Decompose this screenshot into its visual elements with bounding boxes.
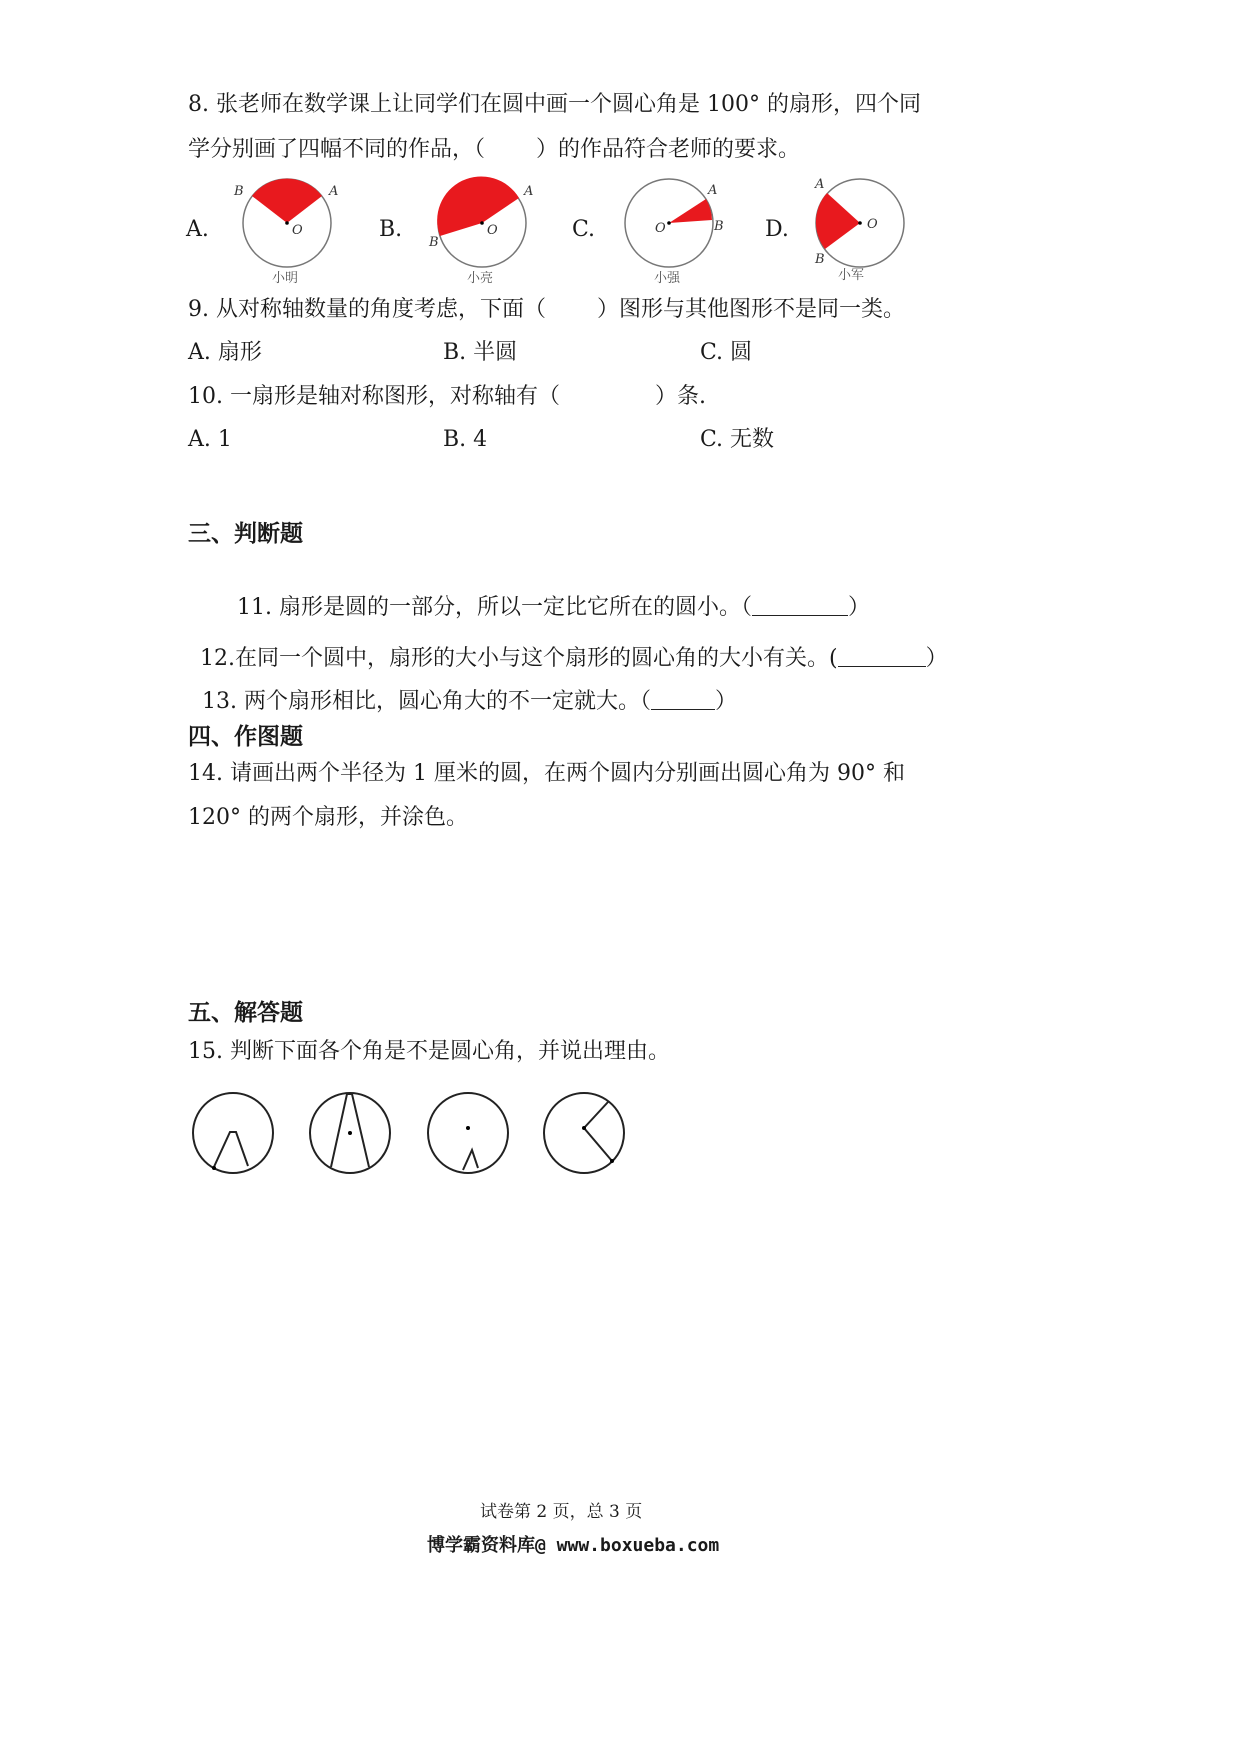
q8-figure-b (427, 168, 537, 268)
q8-line2: 学分别画了四幅不同的作品，（ ）的作品符合老师的要求。 (188, 137, 800, 162)
q10-option-c[interactable]: C. 无数 (700, 427, 775, 452)
q15-figure-3 (424, 1088, 514, 1180)
q8-choice-a-label[interactable]: A. (186, 217, 209, 242)
q9-text: 9. 从对称轴数量的角度考虑，下面（ ）图形与其他图形不是同一类。 (188, 297, 905, 322)
q8-figure-a (232, 168, 342, 268)
q12-answer-blank[interactable] (838, 644, 926, 667)
q13-close: ） (714, 689, 737, 714)
q10-option-b[interactable]: B. 4 (443, 427, 488, 452)
q15-text: 15. 判断下面各个角是不是圆心角，并说出理由。 (188, 1039, 670, 1064)
q9-option-b[interactable]: B. 半圆 (443, 340, 518, 365)
q8-d-label-o: O (867, 217, 878, 232)
section5-title: 五、解答题 (188, 1000, 303, 1026)
q10-text: 10. 一扇形是轴对称图形，对称轴有（ ）条. (188, 384, 706, 409)
q8-figure-d (805, 168, 915, 268)
page-footer: 试卷第 2 页，总 3 页 (480, 1502, 643, 1522)
section4-title: 四、作图题 (188, 724, 303, 750)
q8-a-label-a: A (329, 184, 339, 199)
q8-a-label-o: O (292, 223, 303, 238)
q15-figure-1 (190, 1088, 280, 1180)
site-footer: 博学霸资料库@ www.boxueba.com (427, 1535, 720, 1556)
q8-d-label-a: A (815, 177, 825, 192)
q11-answer-blank[interactable] (752, 593, 848, 616)
q8-choice-b-label[interactable]: B. (379, 217, 403, 242)
q13-row (188, 657, 737, 717)
q8-c-label-b: B (714, 219, 724, 234)
q14-line2: 120° 的两个扇形，并涂色。 (188, 805, 468, 830)
q8-b-label-o: O (487, 223, 498, 238)
q8-caption-b: 小亮 (467, 271, 494, 286)
q8-d-label-b: B (815, 252, 825, 267)
q11-close: ） (847, 595, 870, 620)
q14-line1: 14. 请画出两个半径为 1 厘米的圆，在两个圆内分别画出圆心角为 90° 和 (188, 761, 905, 786)
q9-option-a[interactable]: A. 扇形 (188, 340, 262, 365)
q8-b-label-b: B (429, 235, 439, 250)
q12-close: ） (925, 646, 948, 671)
q8-c-label-o: O (655, 221, 666, 236)
q8-figure-c (614, 168, 724, 268)
q13-answer-blank[interactable] (651, 687, 715, 710)
q9-option-c[interactable]: C. 圆 (700, 340, 753, 365)
q8-choice-d-label[interactable]: D. (765, 217, 789, 242)
section3-title: 三、判断题 (188, 521, 303, 547)
q11-text: 11. 扇形是圆的一部分，所以一定比它所在的圆小。（ (237, 595, 752, 620)
q8-b-label-a: A (524, 184, 534, 199)
q10-option-a[interactable]: A. 1 (188, 427, 232, 452)
q8-caption-c: 小强 (654, 271, 681, 286)
q8-caption-d: 小军 (838, 268, 865, 283)
q15-figure-4 (540, 1088, 630, 1180)
q8-a-label-b: B (234, 184, 244, 199)
q12-text: 12.在同一个圆中，扇形的大小与这个扇形的圆心角的大小有关。( (200, 646, 838, 671)
q13-text: 13. 两个扇形相比，圆心角大的不一定就大。（ (202, 689, 651, 714)
q8-c-label-a: A (708, 183, 718, 198)
q8-choice-c-label[interactable]: C. (572, 217, 596, 242)
q8-caption-a: 小明 (272, 271, 299, 286)
q15-figure-2 (306, 1088, 396, 1180)
q8-line1: 8. 张老师在数学课上让同学们在圆中画一个圆心角是 100° 的扇形，四个同 (188, 92, 921, 117)
